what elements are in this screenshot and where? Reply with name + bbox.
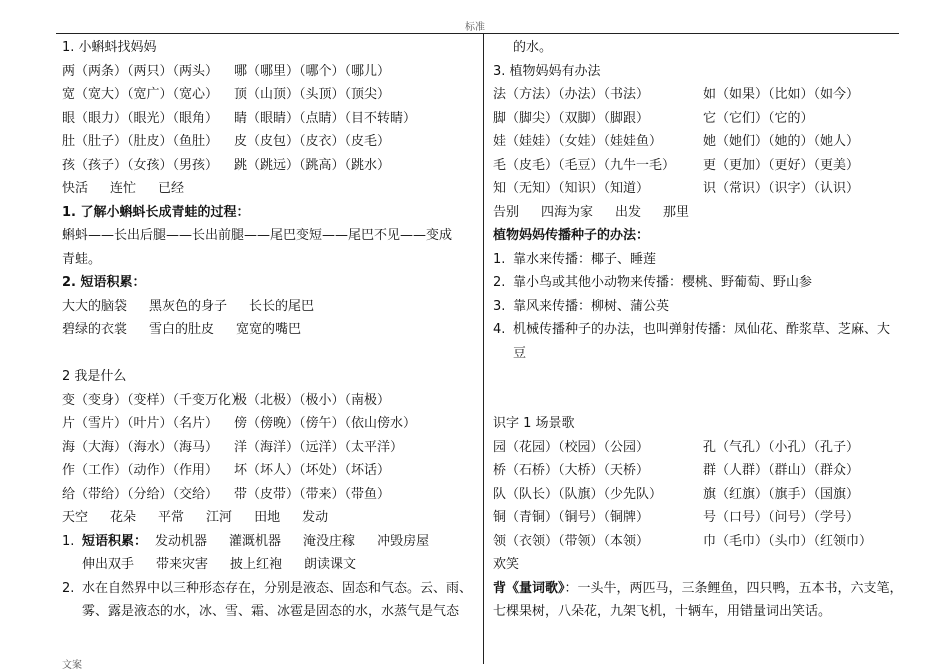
word: 那里: [663, 204, 690, 220]
word: 田地: [254, 510, 281, 525]
word-row-3: [493, 201, 899, 225]
item-number: 2.: [493, 275, 506, 290]
right-column: [493, 36, 903, 624]
char-entry: 如（如果）（比如）（如今）: [703, 87, 860, 102]
char-pair-row: [62, 389, 474, 413]
char-pair-row: [493, 107, 899, 131]
word: 发动机器: [155, 533, 208, 549]
char-pair-row: [493, 177, 899, 201]
word: 告别: [493, 204, 520, 220]
char-entry: 队（队长）（队旗）（少先队）: [493, 486, 663, 502]
char-entry: 眼（眼力）（眼光）（眼角）: [62, 110, 219, 126]
char-entry: 知（无知）（知识）（知道）: [493, 181, 650, 196]
char-entry: 顶（山顶）（头顶）（顶尖）: [234, 87, 391, 102]
item-text: 雾、露是液态的水，冰、雪、霜、冰雹是固态的水，水蒸气是气态: [82, 604, 460, 619]
list-continued: 豆: [513, 345, 527, 361]
word: 长长的尾巴: [249, 298, 315, 314]
item-number: 4.: [493, 322, 506, 337]
word: 江河: [206, 510, 233, 525]
item-number: 1.: [62, 533, 75, 549]
recite-heading: 背《量词歌》: [493, 580, 565, 596]
word: 宽宽的嘴巴: [236, 322, 302, 337]
word: 出发: [615, 204, 642, 220]
word: 天空: [62, 510, 89, 525]
char-pair-row: [62, 83, 474, 107]
seed-list: [493, 248, 899, 342]
word: 发动: [302, 510, 329, 525]
char-entry: 铜（青铜）（铜号）（铜牌）: [493, 510, 650, 525]
char-entry: 作（工作）（动作）（作用）: [62, 463, 219, 478]
item-phrases: [155, 534, 451, 549]
process-line: 蝌蚪——长出后腿——长出前腿——尾巴变短——尾巴不见——变成: [62, 228, 453, 243]
item-number: 2.: [62, 580, 75, 596]
lesson-title: 识字 1 场景歌: [493, 416, 575, 431]
word: 黑灰色的身子: [149, 298, 228, 314]
lesson-title: 1. 小蝌蚪找妈妈: [62, 40, 157, 55]
char-pair-row: [62, 60, 474, 84]
word: 伸出双手: [82, 557, 135, 572]
char-entry: 片（雪片）（叶片）（名片）: [62, 416, 219, 431]
char-pair-row: [62, 436, 474, 460]
char-entry: 它（它们）（它的）: [703, 110, 814, 126]
item-number: 1.: [493, 251, 506, 267]
char-entry: 给（带给）（分给）（交给）: [62, 486, 219, 502]
column-divider: [483, 34, 484, 664]
char-entry: 海（大海）（海水）（海马）: [62, 439, 219, 455]
char-entry: 傍（傍晚）（傍午）（依山傍水）: [234, 416, 417, 431]
char-pairs-4: [493, 436, 899, 554]
word: 平常: [158, 510, 185, 525]
char-entry: 识（常识）（识字）（认识）: [703, 181, 860, 196]
word: 快活: [62, 181, 89, 196]
item-number: 3.: [493, 298, 506, 314]
char-entry: 脚（脚尖）（双脚）（脚跟）: [493, 110, 650, 126]
char-pairs-2: [62, 389, 474, 507]
char-pair-row: [493, 130, 899, 154]
char-entry: 毛（皮毛）（毛豆）（九牛一毛）: [493, 157, 676, 173]
char-pair-row: [493, 436, 899, 460]
char-entry: 旗（红旗）（旗手）（国旗）: [703, 486, 860, 502]
word: 已经: [158, 181, 185, 196]
section-heading: 植物妈妈传播种子的办法：: [493, 228, 650, 243]
spacer: [62, 342, 474, 366]
char-pair-row: [62, 483, 474, 507]
section-heading: 2. 短语积累：: [62, 275, 146, 290]
spacer: [493, 365, 899, 389]
phrase-row: [62, 295, 474, 319]
header-rule: [56, 33, 899, 34]
recite-line: 七棵果树，八朵花，九架飞机，十辆车，用错量词出笑话。: [493, 604, 832, 619]
process-line: 青蛙。: [62, 251, 102, 267]
item-text: 机械传播种子的办法，也叫弹射传播：凤仙花、酢浆草、芝麻、大: [513, 322, 891, 337]
char-pair-row: [493, 83, 899, 107]
word: 大大的脑袋: [62, 298, 128, 314]
item-heading: 短语积累：: [82, 533, 148, 549]
char-entry: 极（北极）（极小）（南极）: [234, 392, 391, 408]
word: 连忙: [110, 181, 137, 196]
recite-line: [493, 577, 903, 601]
char-entry: 她（她们）（她的）（她人）: [703, 134, 860, 149]
item-text: 靠水来传播：椰子、睡莲: [513, 251, 657, 267]
page-header: 标准: [465, 22, 485, 33]
char-entry: 孔（气孔）（小孔）（孔子）: [703, 439, 860, 455]
char-entry: 桥（石桥）（大桥）（天桥）: [493, 463, 650, 478]
word: 带来灾害: [156, 557, 209, 572]
char-entry: 睛（眼睛）（点睛）（目不转睛）: [234, 110, 417, 126]
char-pair-row: [493, 483, 899, 507]
char-pair-row: [62, 107, 474, 131]
word: 四海为家: [541, 204, 594, 220]
char-pair-row: [493, 459, 899, 483]
left-column: [62, 36, 474, 624]
char-entry: 肚（肚子）（肚皮）（鱼肚）: [62, 134, 219, 149]
lesson-title: 2 我是什么: [62, 369, 127, 384]
char-pair-row: [493, 154, 899, 178]
spacer: [493, 389, 899, 413]
char-entry: 皮（皮包）（皮衣）（皮毛）: [234, 134, 391, 149]
page-footer: 文案: [62, 660, 82, 671]
phrase-row: [62, 318, 474, 342]
list-item: [62, 577, 474, 601]
list-item: [493, 295, 899, 319]
char-entry: 领（衣领）（带领）（本领）: [493, 533, 650, 549]
word: 冲毁房屋: [377, 533, 430, 549]
continued-text: 的水。: [513, 40, 553, 55]
word: 雪白的肚皮: [149, 322, 215, 337]
char-pair-row: [493, 530, 899, 554]
lesson-title: 3. 植物妈妈有办法: [493, 63, 601, 79]
char-entry: 园（花园）（校园）（公园）: [493, 439, 650, 455]
char-pairs-3: [493, 83, 899, 201]
word: 朗读课文: [304, 557, 357, 572]
word: 灌溉机器: [229, 533, 282, 549]
item-text: 靠风来传播：柳树、蒲公英: [513, 298, 670, 314]
char-entry: 巾（毛巾）（头巾）（红领巾）: [703, 533, 873, 549]
word: 花朵: [110, 510, 137, 525]
recite-text: ：一头牛，两匹马，三条鲤鱼，四只鸭，五本书，六支笔，: [564, 580, 903, 596]
char-entry: 孩（孩子）（女孩）（男孩）: [62, 157, 219, 173]
item-phrases: [62, 553, 474, 577]
list-item: [62, 530, 474, 554]
char-pair-row: [62, 459, 474, 483]
char-entry: 洋（海洋）（远洋）（太平洋）: [234, 439, 404, 455]
word-row-1: [62, 177, 474, 201]
word: 碧绿的衣裳: [62, 322, 128, 337]
char-entry: 更（更加）（更好）（更美）: [703, 157, 860, 173]
char-entry: 号（口号）（问号）（学号）: [703, 510, 860, 525]
char-entry: 法（方法）（办法）（书法）: [493, 87, 650, 102]
list-item: [493, 271, 899, 295]
item-text: 水在自然界中以三种形态存在，分别是液态、固态和气态。云、雨、: [82, 580, 473, 596]
char-entry: 两（两条）（两只）（两头）: [62, 63, 219, 79]
list-item: [493, 318, 899, 342]
char-entry: 坏（坏人）（坏处）（坏话）: [234, 463, 391, 478]
char-pair-row: [62, 412, 474, 436]
word: 披上红袍: [230, 557, 283, 572]
char-entry: 跳（跳远）（跳高）（跳水）: [234, 157, 391, 173]
char-entry: 宽（宽大）（宽广）（宽心）: [62, 87, 219, 102]
char-pair-row: [62, 130, 474, 154]
char-pair-row: [493, 506, 899, 530]
char-pairs-1: [62, 60, 474, 178]
word-row-2: [62, 506, 474, 530]
item-text: 靠小鸟或其他小动物来传播：樱桃、野葡萄、野山参: [513, 275, 813, 290]
char-entry: 娃（娃娃）（女娃）（娃娃鱼）: [493, 134, 663, 149]
char-entry: 带（皮带）（带来）（带鱼）: [234, 486, 391, 502]
list-item: [493, 248, 899, 272]
section-heading: 1. 了解小蝌蚪长成青蛙的过程：: [62, 204, 250, 220]
char-entry: 哪（哪里）（哪个）（哪儿）: [234, 63, 391, 79]
char-pair-row: [62, 154, 474, 178]
char-entry: 变（变身）（变样）（千变万化）: [62, 392, 245, 408]
char-entry: 群（人群）（群山）（群众）: [703, 463, 860, 478]
word: 淹没庄稼: [303, 533, 356, 549]
word-row-4: 欢笑: [493, 557, 520, 572]
